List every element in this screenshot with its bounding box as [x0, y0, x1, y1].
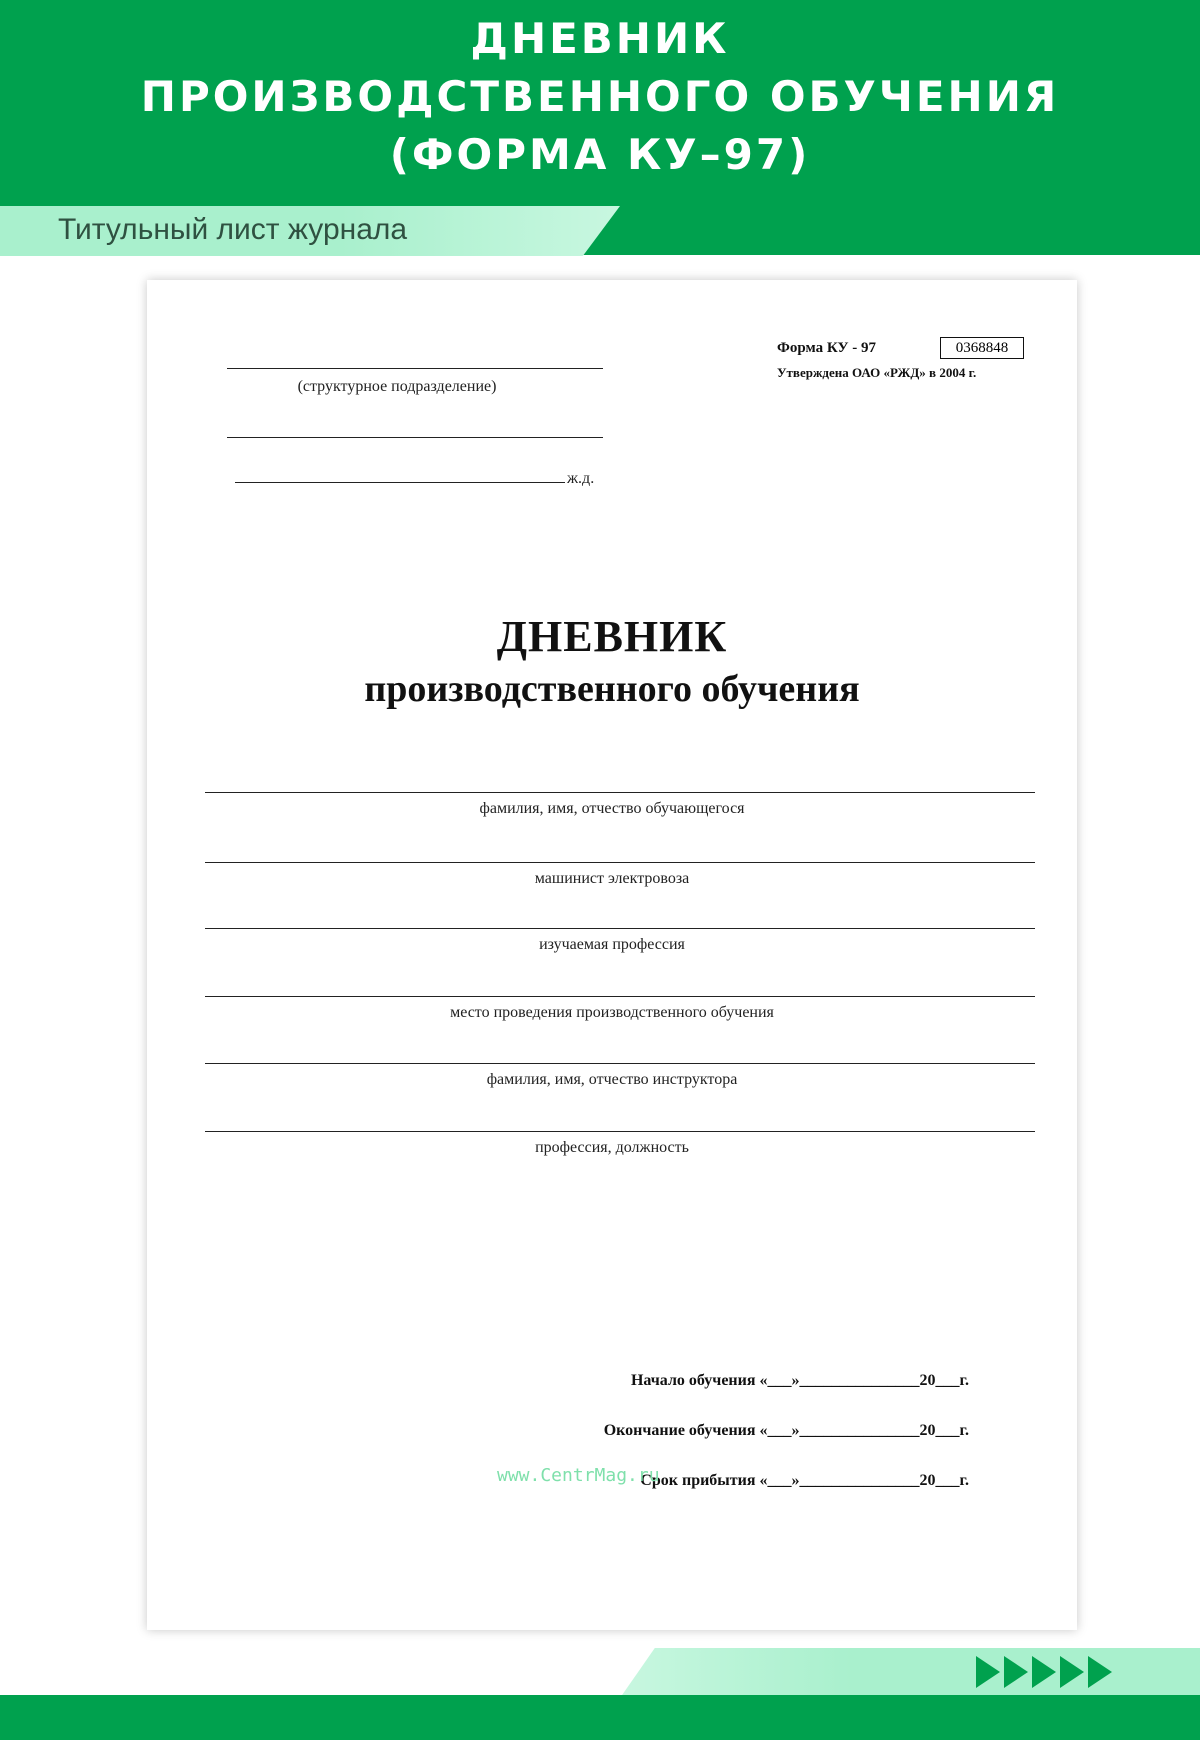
field-caption-job-title: профессия, должность [535, 1139, 689, 1156]
railway-suffix: ж.д. [567, 470, 595, 487]
field-line-profession [205, 928, 1035, 929]
document-title [147, 610, 1077, 714]
arrow-icon [1032, 1656, 1056, 1688]
railway-line [235, 482, 565, 483]
document-title-line1: ДНЕВНИК [496, 612, 728, 661]
bottom-bar [0, 1695, 1200, 1740]
banner-title-line2: ПРОИЗВОДСТВЕННОГО ОБУЧЕНИЯ [140, 72, 1060, 121]
date-row-end [604, 1422, 969, 1440]
date-label-end: Окончание обучения [603, 1422, 756, 1439]
field-caption-instructor: фамилия, имя, отчество инструктора [486, 1071, 738, 1088]
blank-line-2 [227, 437, 603, 438]
date-row-arrival [640, 1472, 969, 1490]
structural-unit-line [227, 368, 603, 369]
approved-text: Утверждена ОАО «РЖД» в 2004 г. [777, 365, 977, 380]
date-template-arrival: «___»_______________20___г. [759, 1472, 969, 1489]
arrow-icon [1060, 1656, 1084, 1688]
bottom-ribbon [620, 1648, 1200, 1698]
subtitle-text: Титульный лист журнала [58, 213, 408, 246]
field-line-job-title [205, 1131, 1035, 1132]
document-sheet [147, 280, 1077, 1630]
form-number: 0368848 [940, 337, 1024, 359]
arrow-icon [1004, 1656, 1028, 1688]
form-label: Форма КУ - 97 [777, 340, 876, 356]
structural-unit-caption: (структурное подразделение) [297, 378, 497, 395]
field-caption-student: фамилия, имя, отчество обучающегося [479, 800, 745, 817]
date-label-start: Начало обучения [630, 1372, 756, 1389]
banner-title-line3: (ФОРМА КУ–97) [389, 130, 811, 179]
banner-title [0, 10, 1200, 184]
banner-title-line1: ДНЕВНИК [470, 14, 730, 63]
field-line-place [205, 996, 1035, 997]
arrow-icon [1088, 1656, 1112, 1688]
field-caption-place: место проведения производственного обучения [450, 1004, 774, 1021]
field-caption-profession: изучаемая профессия [539, 936, 685, 953]
field-line-instructor [205, 1063, 1035, 1064]
forward-arrows-icon [976, 1656, 1112, 1690]
watermark: www.CentrMag.ru [497, 1465, 660, 1486]
date-template-start: «___»_______________20___г. [759, 1372, 969, 1389]
date-label-arrival: Срок прибытия [640, 1472, 756, 1489]
field-line-position [205, 862, 1035, 863]
document-title-line2: производственного обучения [364, 668, 860, 710]
field-line-student [205, 792, 1035, 793]
field-caption-position: машинист электровоза [534, 870, 690, 887]
arrow-icon [976, 1656, 1000, 1688]
date-template-end: «___»_______________20___г. [759, 1422, 969, 1439]
date-row-start [631, 1372, 969, 1390]
